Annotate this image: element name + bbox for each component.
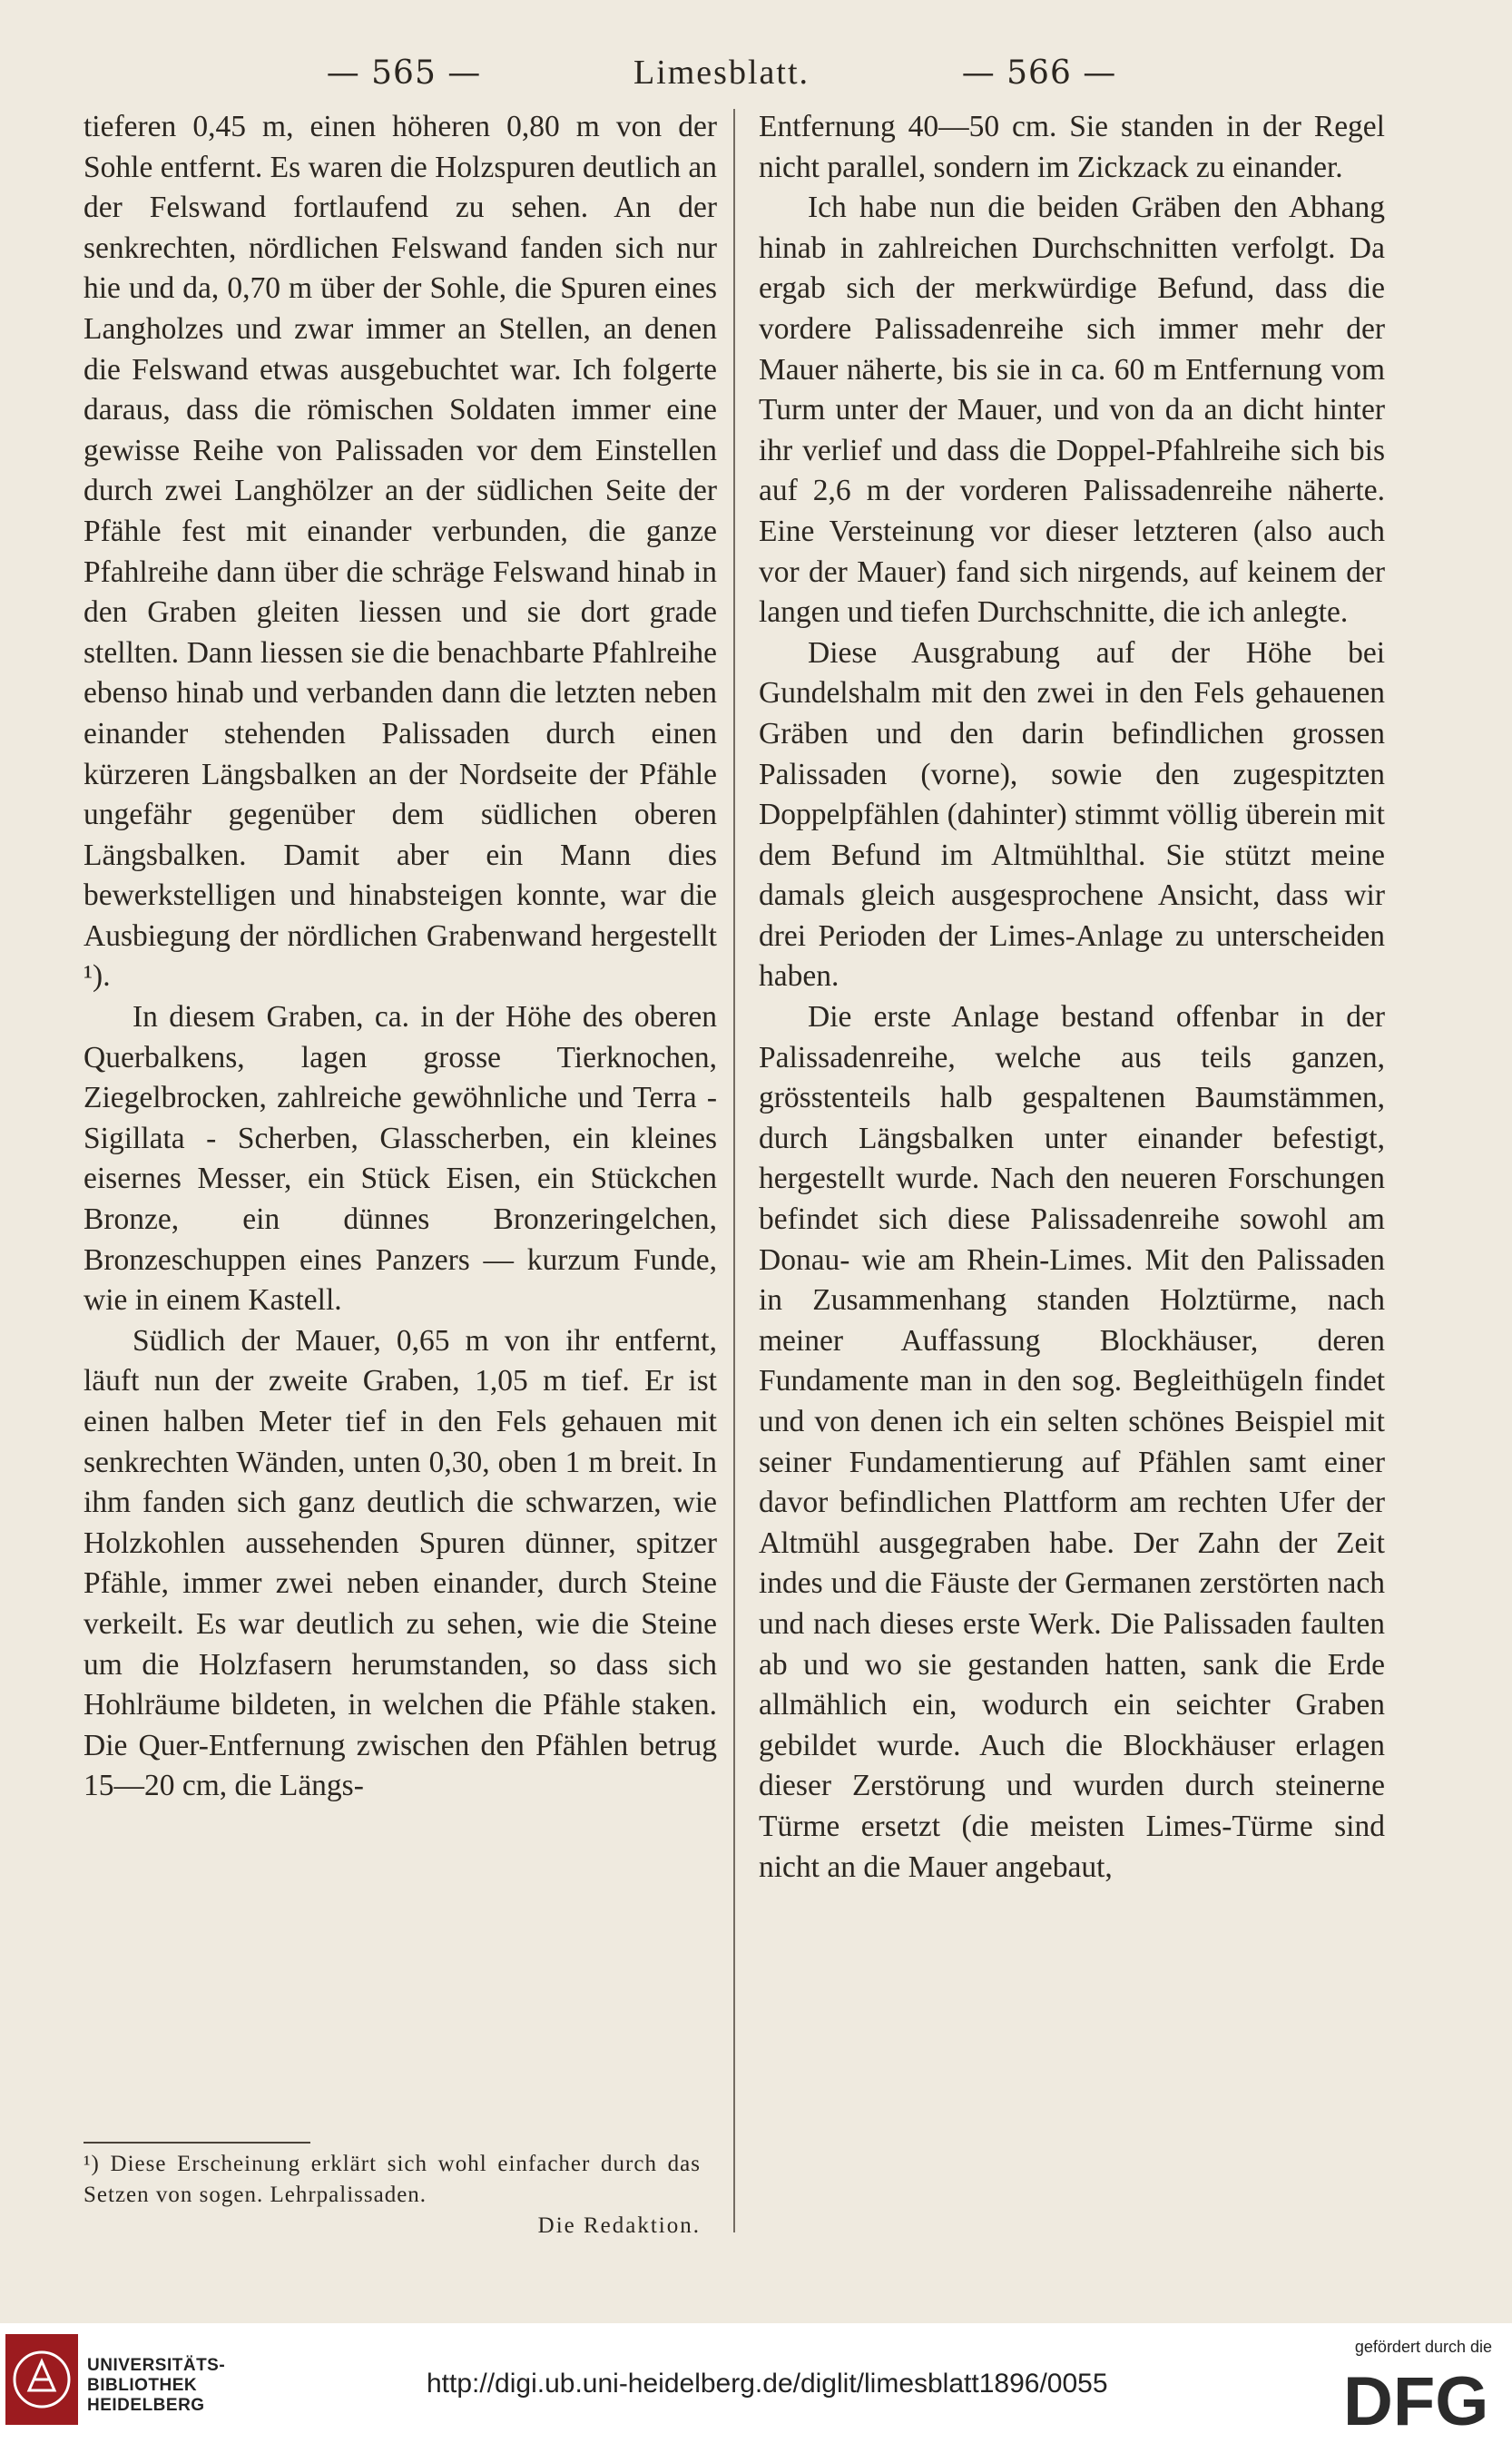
footnote-signature: Die Redaktion. (537, 2213, 701, 2238)
page-number-right: — 566 — (961, 54, 1117, 92)
viewer-footer (0, 2323, 1512, 2443)
right-paragraph-3: Diese Ausgrabung auf der Höhe bei Gundelshalm mit den zwei in den Fels gehauenen Gräben und den darin befindlichen grossen Palissaden (vorne), sowie den zugespitzten Doppelpfählen (dahinter) stimmt völlig überein mit dem Befund im Altmühlthal. Sie stützt meine damals gleich ausgesprochene Ansicht, dass wir drei Perioden der Limes-Anlage zu unterscheiden haben. (759, 635, 1385, 994)
svg-text:DFG: DFG (1343, 2363, 1489, 2434)
right-paragraph-1: Entfernung 40—50 cm. Sie standen in der Regel nicht parallel, sondern im Zickzack zu einander. (759, 110, 1385, 184)
left-paragraph-1: tieferen 0,45 m, einen höheren 0,80 m von der Sohle entfernt. Es waren die Holzspuren deutlich an der Felswand fortlaufend zu sehen. An der senkrechten, nördlichen Felswand fanden sich nur hie und da, 0,70 m über der Sohle, die Spuren eines Langholzes und zwar immer an Stellen, an denen die Felswand etwas ausgebuchtet war. Ich folgerte daraus, dass die römischen Soldaten immer eine gewisse Reihe von Palissaden vor dem Einstellen durch zwei Langhölzer an der südlichen Seite der Pfähle fest mit einander verbunden, die ganze Pfahlreihe dann über die schräge Felswand hinab in den Graben gleiten liessen und sie dort grade stellten. Dann liessen sie die benachbarte Pfahlreihe ebenso hinab und verbanden dann die letzten neben einander stehenden Palissaden durch einen kürzeren Längsbalken an der Nordseite der Pfähle ungefähr gegenüber dem südlichen oberen Längsbalken. Damit aber ein Mann dies bewerkstelligen und hinabsteigen konnte, war die Ausbiegung der nördlichen Grabenwand hergestellt ¹). (83, 110, 717, 994)
page-number-left: — 565 — (326, 54, 482, 92)
right-paragraph-2: Ich habe nun die beiden Gräben den Abhang hinab in zahlreichen Durchschnitten verfolgt. Da ergab sich der merkwürdige Befund, dass die vordere Palissadenreihe sich immer mehr der Mauer näherte, bis sie in ca. 60 m Entfernung vom Turm unter der Mauer, und von da an dicht hinter ihr verlief und dass die Doppel-Pfahlreihe sich bis auf 2,6 m der vorderen Palissadenreihe näherte. Eine Versteinung vor dieser letzteren (also auch vor der Mauer) fand sich nirgends, auf keinem der langen und tiefen Durchschnitte, die ich anlegte. (759, 191, 1385, 630)
funded-by-label: gefördert durch die (1354, 2338, 1492, 2356)
permalink[interactable]: http://digi.ub.uni-heidelberg.de/diglit/limesblatt1896/0055 (427, 2369, 1108, 2399)
footnote-rule (83, 2142, 310, 2144)
right-paragraph-4: Die erste Anlage bestand offenbar in der Palissadenreihe, welche aus teils ganzen, grösstenteils halb gespaltenen Baumstämmen, durch Längsbalken unter einander befestigt, hergestellt wurde. Nach den neueren Forschungen befindet sich diese Palissadenreihe sowohl am Donau- wie am Rhein-Limes. Mit den Palissaden in Zusammenhang standen Holztürme, nach meiner Auffassung Blockhäuser, deren Fundamente man in den sog. Begleithügeln findet und von denen ich ein selten schönes Beispiel mit seiner Fundamentierung auf Pfählen samt einer davor befindlichen Plattform am rechten Ufer der Altmühl ausgegraben habe. Der Zahn der Zeit indes und die Fäuste der Germanen zerstörten nach und nach dieses erste Werk. Die Palissaden faulten ab und wo sie gestanden hatten, sank die Erde allmählich ein, wodurch ein seichter Graben gebildet wurde. Auch die Blockhäuser erlagen dieser Zerstörung und wurden durch steinerne Türme ersetzt (die meisten Limes-Türme sind nicht an die Mauer angebaut, (759, 1000, 1385, 1884)
university-seal-icon (5, 2334, 78, 2425)
column-divider (733, 109, 735, 2232)
left-paragraph-2: In diesem Graben, ca. in der Höhe des oberen Querbalkens, lagen grosse Tierknochen, Ziegelbrocken, zahlreiche gewöhnliche und Terra - Sigillata - Scherben, Glasscherben, ein kleines eisernes Messer, ein Stück Eisen, ein Stückchen Bronze, ein dünnes Bronzeringelchen, Bronzeschuppen eines Panzers — kurzum Funde, wie in einem Kastell. (83, 1000, 717, 1318)
running-title: Limesblatt. (633, 54, 810, 92)
footnote (83, 2149, 701, 2242)
page-header (299, 45, 1144, 100)
right-column (759, 107, 1385, 1888)
left-column (83, 107, 717, 1807)
library-name: UNIVERSITÄTS- BIBLIOTHEK HEIDELBERG (87, 2356, 226, 2415)
left-paragraph-3: Südlich der Mauer, 0,65 m von ihr entfernt, läuft nun der zweite Graben, 1,05 m tief. Er ist einen halben Meter tief in den Fels gehauen mit senkrechten Wänden, unten 0,30, oben 1 m breit. In ihm fanden sich ganz deutlich die schwarzen, wie Holzkohlen aussehenden Spuren dünner, spitzer Pfähle, immer zwei neben einander, durch Steine verkeilt. Es war deutlich zu sehen, wie die Steine um die Holzfasern herumstanden, so dass sich Hohlräume bildeten, in welchen die Pfähle staken. Die Quer-Entfernung zwischen den Pfählen betrug 15—20 cm, die Längs- (83, 1323, 717, 1803)
footnote-text: ¹) Diese Erscheinung erklärt sich wohl einfacher durch das Setzen von sogen. Lehrpalissaden. (83, 2152, 701, 2207)
dfg-logo-icon (1340, 2363, 1494, 2434)
